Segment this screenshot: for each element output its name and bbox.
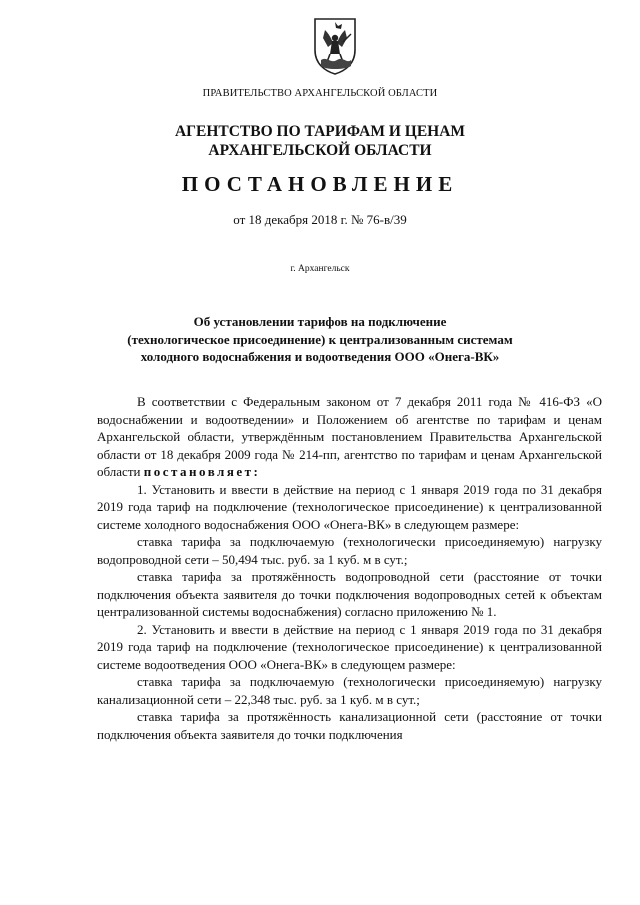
city-name: г. Архангельск	[290, 264, 350, 274]
clause-paragraph: ставка тарифа за протяжённость водопроводной сети (расстояние от точки подключения объекта заявителя до точки подключения водопроводных сетей к объектам централизованной системы водоснабжения) согласно приложению № 1.	[97, 569, 602, 619]
document-type: ПОСТАНОВЛЕНИЕ	[181, 172, 459, 196]
date-and-number: от 18 декабря 2018 г. № 76-в/39	[233, 212, 407, 227]
document-subject	[0, 313, 640, 366]
subject-line: Об установлении тарифов на подключение	[193, 314, 447, 329]
agency-name	[0, 122, 640, 160]
decree-word: постановляет:	[143, 464, 261, 479]
subject-line: холодного водоснабжения и водоотведения ООО «Онега-ВК»	[140, 349, 500, 364]
clause-paragraph: 2. Установить и ввести в действие на период с 1 января 2019 года по 31 декабря 2019 года тариф на подключение (технологическое присоединение) к централизованной системе водоотведения ООО «Онега-ВК» в следующем размере:	[97, 621, 602, 672]
agency-name-line: АРХАНГЕЛЬСКОЙ ОБЛАСТИ	[208, 142, 432, 159]
clause-paragraph: ставка тарифа за подключаемую (технологически присоединяемую) нагрузку водопроводной сети – 50,494 тыс. руб. за 1 куб. м в сут.;	[97, 534, 602, 567]
clause-paragraph: 1. Установить и ввести в действие на период с 1 января 2019 года по 31 декабря 2019 года тариф на подключение (технологическое присоединение) к централизованной системе холодного водоснабжения ООО «Онега-ВК» в следующем размере:	[97, 481, 602, 532]
subject-line: (технологическое присоединение) к централизованным системам	[127, 331, 513, 347]
government-name: ПРАВИТЕЛЬСТВО АРХАНГЕЛЬСКОЙ ОБЛАСТИ	[202, 88, 438, 99]
agency-name-line: АГЕНТСТВО ПО ТАРИФАМ И ЦЕНАМ	[174, 123, 466, 140]
clause-paragraph: ставка тарифа за протяжённость канализационной сети (расстояние от точки подключения объекта заявителя до точки подключения	[97, 709, 602, 742]
preamble-text: В соответствии с Федеральным законом от 7 декабря 2011 года № 416-ФЗ «О водоснабжении и водоотведении» и Положением об агентстве по тарифам и ценам Архангельской области, утверждённым постановлением Правительства Архангельской области от 18 декабря 2009 года № 214-пп, агентство по тарифам и ценам Архангельской области	[97, 394, 602, 479]
clause-paragraph: ставка тарифа за подключаемую (технологически присоединяемую) нагрузку канализационной сети – 22,348 тыс. руб. за 1 куб. м в сут.;	[97, 674, 602, 707]
preamble-paragraph	[97, 393, 602, 481]
coat-of-arms-icon	[311, 16, 359, 76]
document-body	[97, 393, 602, 743]
